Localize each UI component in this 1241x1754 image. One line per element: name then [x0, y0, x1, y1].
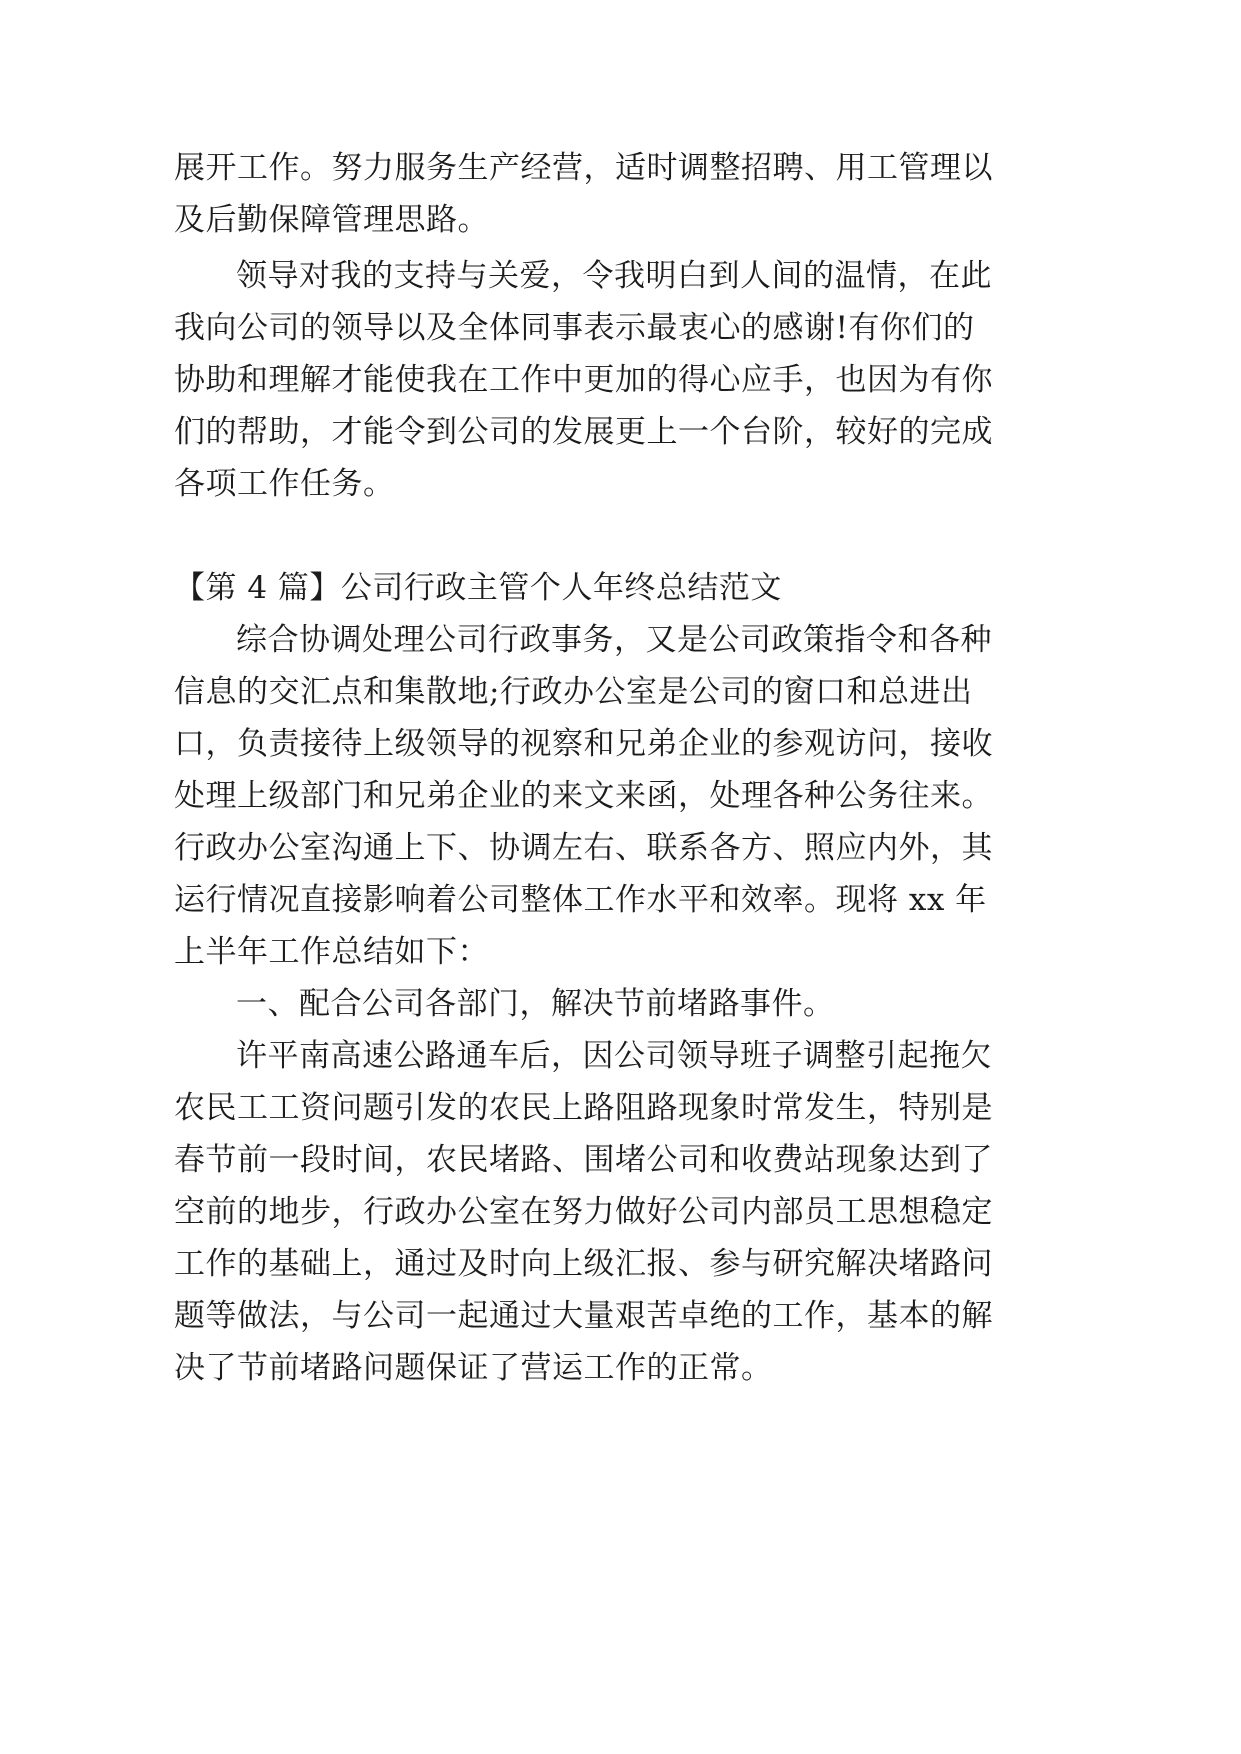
text-line: 们的帮助，才能令到公司的发展更上一个台阶，较好的完成	[174, 414, 993, 450]
subheading-line: 一、配合公司各部门，解决节前堵路事件。	[236, 986, 835, 1022]
section-heading: 【第 4 篇】公司行政主管个人年终总结范文	[174, 570, 782, 606]
text-line: 许平南高速公路通车后，因公司领导班子调整引起拖欠	[236, 1038, 992, 1074]
text-line: 协助和理解才能使我在工作中更加的得心应手，也因为有你	[174, 362, 993, 398]
text-line: 我向公司的领导以及全体同事表示最衷心的感谢!有你们的	[174, 310, 975, 346]
text-line: 运行情况直接影响着公司整体工作水平和效率。现将 xx 年	[174, 882, 987, 918]
text-line: 展开工作。努力服务生产经营，适时调整招聘、用工管理以	[174, 150, 993, 186]
text-line: 信息的交汇点和集散地;行政办公室是公司的窗口和总进出	[174, 674, 973, 710]
text-line: 综合协调处理公司行政事务，又是公司政策指令和各种	[236, 622, 992, 658]
text-line: 口，负责接待上级领导的视察和兄弟企业的参观访问，接收	[174, 726, 993, 762]
text-line: 题等做法，与公司一起通过大量艰苦卓绝的工作，基本的解	[174, 1298, 993, 1334]
text-line: 春节前一段时间，农民堵路、围堵公司和收费站现象达到了	[174, 1142, 993, 1178]
text-line: 上半年工作总结如下：	[174, 934, 489, 970]
text-line: 及后勤保障管理思路。	[174, 202, 489, 238]
text-line: 农民工工资问题引发的农民上路阻路现象时常发生，特别是	[174, 1090, 993, 1126]
text-line: 行政办公室沟通上下、协调左右、联系各方、照应内外，其	[174, 830, 993, 866]
text-line: 各项工作任务。	[174, 466, 395, 502]
text-line: 领导对我的支持与关爱，令我明白到人间的温情，在此	[236, 258, 992, 294]
text-line: 工作的基础上，通过及时向上级汇报、参与研究解决堵路问	[174, 1246, 993, 1282]
text-line: 决了节前堵路问题保证了营运工作的正常。	[174, 1350, 773, 1386]
text-line: 处理上级部门和兄弟企业的来文来函，处理各种公务往来。	[174, 778, 993, 814]
text-line: 空前的地步，行政办公室在努力做好公司内部员工思想稳定	[174, 1194, 993, 1230]
